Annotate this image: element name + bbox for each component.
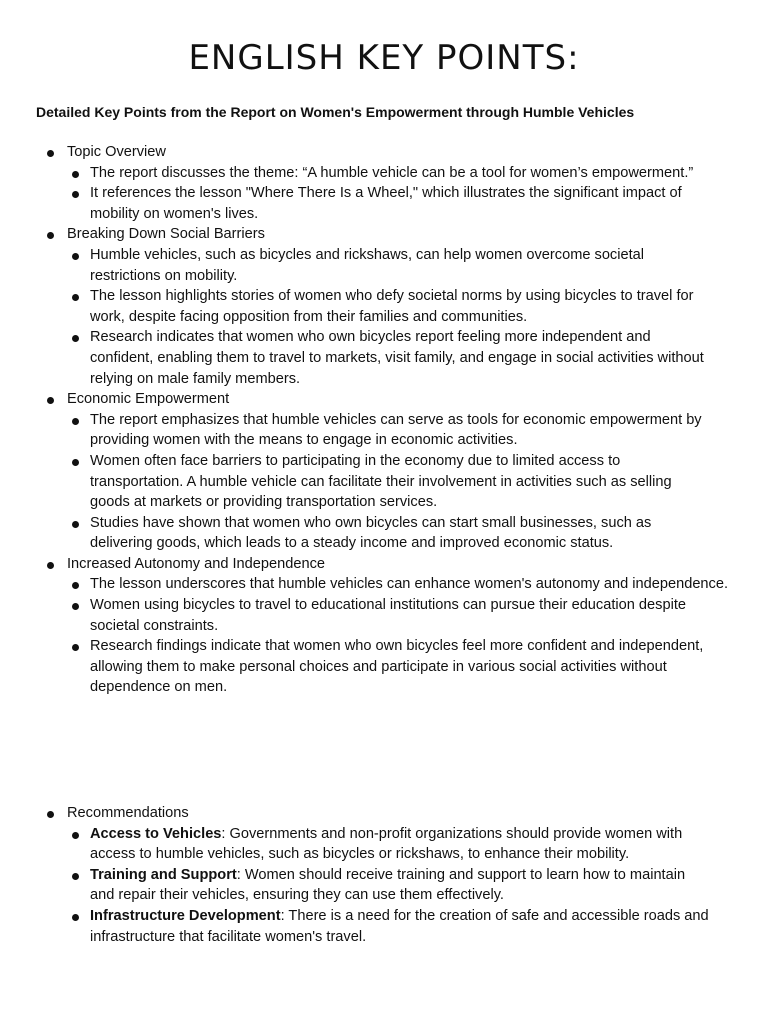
recommendations-list: [0, 803, 768, 947]
list-item: Research findings indicate that women who own bicycles feel more confident and independent, allowing them to make personal choices and participate in various social activities without dependence on men.: [67, 636, 735, 698]
recommendation-text: : Governments and non-profit organizations should provide women with access to humble vehicles, such as bicycles or rickshaws, to enhance their mobility.: [90, 825, 683, 863]
list-item: The lesson underscores that humble vehicles can enhance women's autonomy and independence.: [67, 574, 735, 595]
list-item: Humble vehicles, such as bicycles and rickshaws, can help women overcome societal restrictions on mobility.: [67, 245, 710, 286]
list-item: The lesson highlights stories of women who defy societal norms by using bicycles to travel for work, despite facing opposition from their families and communities.: [67, 286, 710, 327]
recommendation-text: : There is a need for the creation of safe and accessible roads and infrastructure that facilitate women's travel.: [90, 907, 709, 945]
page-subtitle: Detailed Key Points from the Report on Women's Empowerment through Humble Vehicles: [36, 104, 635, 120]
section-heading: Recommendations: [67, 805, 189, 821]
list-item: Women using bicycles to travel to educational institutions can pursue their education despite societal constraints.: [67, 595, 735, 636]
list-item: Studies have shown that women who own bicycles can start small businesses, such as delivering goods, which leads to a steady income and improved economic status.: [67, 513, 710, 554]
section-heading: Topic Overview: [67, 144, 166, 160]
list-item: The report discusses the theme: “A humble vehicle can be a tool for women’s empowerment.”: [67, 163, 710, 184]
list-item: Women often face barriers to participating in the economy due to limited access to transportation. A humble vehicle can facilitate their involvement in activities such as selling goods at markets or providing transportation services.: [67, 451, 710, 513]
section-topic-overview: [0, 142, 768, 224]
section-recommendations: [0, 803, 768, 947]
recommendation-item: [67, 906, 710, 947]
recommendation-label: Access to Vehicles: [90, 825, 222, 842]
section-heading: Breaking Down Social Barriers: [67, 226, 265, 243]
recommendation-item: [67, 824, 710, 865]
section-heading: Increased Autonomy and Independence: [67, 555, 326, 572]
list-item: Research indicates that women who own bicycles report feeling more independent and confident, enabling them to travel to markets, visit family, and engage in social activities without relying on male family members.: [67, 327, 710, 389]
recommendation-label: Infrastructure Development: [90, 907, 281, 924]
page-title: ENGLISH KEY POINTS:: [188, 38, 580, 78]
list-item: The report emphasizes that humble vehicles can serve as tools for economic empowerment by providing women with the means to engage in economic activities.: [67, 410, 710, 451]
section-breaking-down-social-barriers: [0, 224, 768, 389]
section-economic-empowerment: [0, 389, 768, 554]
list-item: It references the lesson "Where There Is a Wheel," which illustrates the significant impact of mobility on women's lives.: [67, 183, 710, 224]
section-increased-autonomy: [0, 554, 768, 698]
key-points-list: [0, 142, 768, 698]
section-heading: Economic Empowerment: [67, 391, 230, 408]
recommendation-item: [67, 865, 710, 906]
recommendation-text: : Women should receive training and support to learn how to maintain and repair their vehicles, ensuring they can use them effectively.: [90, 866, 686, 904]
recommendation-label: Training and Support: [90, 866, 237, 883]
